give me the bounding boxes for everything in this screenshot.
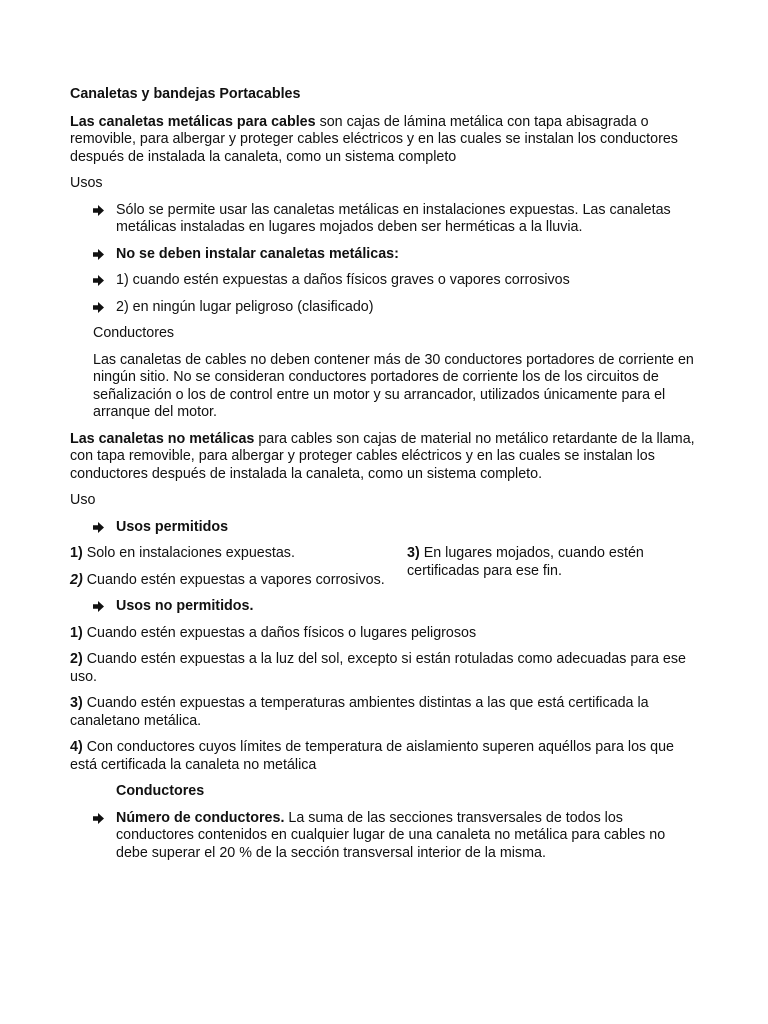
bullet-text: Usos permitidos [116,518,229,535]
item-number: 3) [70,695,83,711]
list-item [70,519,700,537]
uso-label: Uso [70,492,96,508]
bullet-text: 1) cuando estén expuestas a daños físicos graves o vapores corrosivos [116,272,570,288]
permitted-uses-columns [70,545,700,589]
list-item [70,739,700,774]
arrow-bullet-icon [93,522,104,533]
bullet-text: 2) en ningún lugar peligroso (clasificado) [116,298,374,315]
item-text: Cuando estén expuestas a daños físicos o lugares peligrosos [82,624,477,641]
arrow-bullet-icon [93,813,104,824]
nonmetal-term: Las canaletas no metálicas [70,430,255,447]
item-text: Cuando estén expuestas a temperaturas ambientes distintas a las que está certificada la canaletano metálica. [70,695,649,729]
numero-term: Número de conductores. [116,809,285,826]
bullet-text [116,810,700,863]
intro-paragraph [70,114,700,167]
document-title: Canaletas y bandejas Portacables [70,86,301,102]
usos-label: Usos [70,175,103,191]
nonmetal-text: para cables son cajas de material no metálico retardante de la llama, con tapa removible, para albergar y proteger cables eléctricos y en las cuales se instalan los conductores después de instalada la canaleta, como un sistema completo. [70,430,695,482]
list-item [70,545,407,563]
item-text: Con conductores cuyos límites de temperatura de aislamiento superen aquéllos para los que está certificada la canaleta no metálica [70,739,674,773]
item-number: 3) [407,545,420,561]
item-text: Solo en instalaciones expuestas. [82,545,295,561]
bullet-text: Sólo se permite usar las canaletas metálicas en instalaciones expuestas. Las canaletas metálicas instaladas en lugares mojados deben ser herméticas a la lluvia. [116,201,671,235]
item-number: 4) [70,739,83,755]
item-number: 1) [70,545,83,561]
list-item [70,299,700,317]
list-item [70,246,700,264]
nonmetal-intro-paragraph [70,431,700,484]
item-number: 2) [70,571,83,588]
arrow-bullet-icon [93,275,104,286]
intro-term: Las canaletas metálicas para cables [70,113,316,130]
list-item [70,625,700,643]
conductores-label: Conductores [93,325,175,341]
bullet-text: Usos no permitidos. [116,598,254,614]
arrow-bullet-icon [93,601,104,612]
permitted-uses-right-column [407,545,667,589]
item-number: 1) [70,624,83,641]
bullet-text: No se deben instalar canaletas metálicas: [116,245,399,262]
conductores-heading: Conductores [116,783,205,799]
document-page [70,86,700,871]
list-item [70,695,700,730]
item-text: Cuando estén expuestas a la luz del sol, excepto si están rotuladas como adecuadas para ese uso. [70,651,686,685]
intro-text: son cajas de lámina metálica con tapa abisagrada o removible, para albergar y proteger cables eléctricos y en las cuales se instalan los conductores después de instalada la canaleta, como un sistema completo [70,113,678,165]
list-item [70,598,700,616]
list-item [70,810,700,863]
item-text: Cuando estén expuestas a vapores corrosivos. [82,571,385,588]
list-item [407,545,667,580]
numero-text: La suma de las secciones transversales de todos los conductores contenidos en cualquier lugar de una canaleta no metálica para cables no debe superar el 20 % de la sección transversal interior de la misma. [116,809,666,861]
list-item [70,202,700,237]
arrow-bullet-icon [93,205,104,216]
item-number: 2) [70,651,83,667]
arrow-bullet-icon [93,249,104,260]
item-text: En lugares mojados, cuando estén certificadas para ese fin. [407,545,644,579]
list-item [70,572,407,590]
permitted-uses-left-column [70,545,407,589]
list-item [70,651,700,686]
arrow-bullet-icon [93,302,104,313]
list-item [70,272,700,290]
conductores-paragraph: Las canaletas de cables no deben contener más de 30 conductores portadores de corriente en ningún sitio. No se consideran conductores portadores de corriente los de los circuitos de señalización o los de control entre un motor y su arrancador, utilizados únicamente para el arranque del motor. [93,351,694,420]
